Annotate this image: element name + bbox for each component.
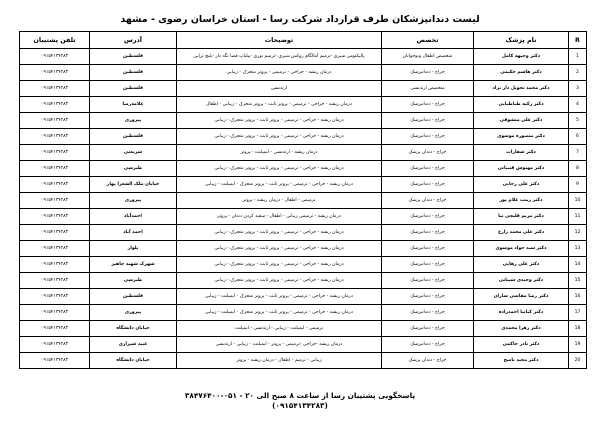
table-row <box>20 193 587 209</box>
header-doctor-name: نام پزشک <box>474 32 569 49</box>
services: درمان ریشه -جراحی -ترمیمی - پروتز - ایمپلنت - زیبایی - ارتدنسی <box>177 337 382 353</box>
row-number: 12 <box>569 225 587 241</box>
header-address: آدرس <box>90 32 177 49</box>
row-number: 10 <box>569 193 587 209</box>
specialty: جراح - دندانپزشک <box>382 113 474 129</box>
table-row <box>20 129 587 145</box>
phone: ۰۹۱۵۴۱۳۴۲۸۳ <box>20 241 90 257</box>
header-specialty: تخصص <box>382 32 474 49</box>
doctor-name: دکتر نادر حاکمی <box>474 337 569 353</box>
phone: ۰۹۱۵۴۱۳۴۲۸۳ <box>20 49 90 65</box>
specialty: متخصص ارتدنسی <box>382 81 474 97</box>
row-number: 14 <box>569 257 587 273</box>
doctor-name: دکتر مجید ناصح <box>474 353 569 369</box>
specialty: جراح - دندانپزشک <box>382 65 474 81</box>
phone: ۰۹۱۵۴۱۳۴۲۸۳ <box>20 97 90 113</box>
address: پیروزی <box>90 113 177 129</box>
address: پیروزی <box>90 193 177 209</box>
table-row <box>20 65 587 81</box>
specialty: جراح - دندانپزشک <box>382 177 474 193</box>
specialty: جراح - دندانپزشک <box>382 305 474 321</box>
doctor-name: دکتر مریم قلیچی نیا <box>474 209 569 225</box>
services: درمان ریشه - ترمیمی زیبایی - اطفال - سفید کردن دندان - پروتز <box>177 209 382 225</box>
specialty: جراح - دندانپزشک <box>382 273 474 289</box>
specialty: جراح - دندانپزشک <box>382 225 474 241</box>
doctor-name: دکتر علی رجایی <box>474 177 569 193</box>
footer-support-hours: پاسخگویی پشتیبان رسا از ساعت ۸ صبح الی ۲۰ - ۰۵۱-۳۸۴۷۶۴۰۰ <box>184 391 416 400</box>
address: خیابان دانشگاه <box>90 353 177 369</box>
address: طبرسی <box>90 273 177 289</box>
row-number: 3 <box>569 81 587 97</box>
dentist-table <box>19 31 587 369</box>
specialty: جراح - دندان پزشک <box>382 145 474 161</box>
table-row <box>20 97 587 113</box>
doctor-name: دکتر زینب غلام پور <box>474 193 569 209</box>
row-number: 9 <box>569 177 587 193</box>
address: خیابان دانشگاه <box>90 321 177 337</box>
specialty: جراح - دندانپزشک <box>382 241 474 257</box>
doctor-name: دکتر مهنوش قنبیانی <box>474 161 569 177</box>
address: فلسطین <box>90 129 177 145</box>
services: پالپکتومی شیری -ترمیم آمالگام روکش شیری -ترمیم نوری -پیلباپ فضا نگه دار -بلیچ ترابی <box>177 49 382 65</box>
table-row <box>20 241 587 257</box>
table-row <box>20 49 587 65</box>
doctor-name: دکتر علی محمد زارع <box>474 225 569 241</box>
phone: ۰۹۱۵۴۱۳۴۲۸۳ <box>20 337 90 353</box>
phone: ۰۹۱۵۴۱۳۴۲۸۳ <box>20 113 90 129</box>
table-row <box>20 177 587 193</box>
phone: ۰۹۱۵۴۱۳۴۲۸۳ <box>20 209 90 225</box>
phone: ۰۹۱۵۴۱۳۴۲۸۳ <box>20 225 90 241</box>
services: ترمیمی - ایمپلنت - زیبایی - ارتدنسی - ایمپلنت <box>177 321 382 337</box>
specialty: جراح - دندانپزشک <box>382 97 474 113</box>
address: شهرک شهید چاهیر <box>90 257 177 273</box>
phone: ۰۹۱۵۴۱۳۴۲۸۳ <box>20 257 90 273</box>
header-services: توضیحات <box>177 32 382 49</box>
phone: ۰۹۱۵۴۱۳۴۲۸۳ <box>20 289 90 305</box>
doctor-name: دکتر علی منشوقی <box>474 113 569 129</box>
services: درمان ریشه - جراحی - ترمیمی - پروتز ثابت - پروتز متحرک - ایمپلنت - زیبایی <box>177 289 382 305</box>
services: درمان ریشه - جراحی - ترمیمی - پروتز ثابت - پروتز متحرک - زیبایی <box>177 257 382 273</box>
row-number: 11 <box>569 209 587 225</box>
specialty: جراح - دندان پزشک <box>382 193 474 209</box>
phone: ۰۹۱۵۴۱۳۴۲۸۳ <box>20 81 90 97</box>
address: عبید شیرازی <box>90 337 177 353</box>
table-row <box>20 337 587 353</box>
address: علامه‌رضا <box>90 97 177 113</box>
specialty: جراح - دندانپزشک <box>382 337 474 353</box>
services: ارتدنسی <box>177 81 382 97</box>
doctor-name: دکتر وحیدی شیبانی <box>474 273 569 289</box>
specialty: جراح - دندان پزشک <box>382 353 474 369</box>
phone: ۰۹۱۵۴۱۳۴۲۸۳ <box>20 353 90 369</box>
row-number: 20 <box>569 353 587 369</box>
row-number: 17 <box>569 305 587 321</box>
table-header-row <box>20 32 587 49</box>
row-number: 6 <box>569 129 587 145</box>
row-number: 4 <box>569 97 587 113</box>
address: فلسطین <box>90 65 177 81</box>
row-number: 19 <box>569 337 587 353</box>
phone: ۰۹۱۵۴۱۳۴۲۸۳ <box>20 129 90 145</box>
address: بلوار <box>90 241 177 257</box>
doctor-name: دکتر محمد تحویل دار نژاد <box>474 81 569 97</box>
services: درمان ریشه - جراحی - ترمیمی - پروتز ثابت - پروتز متحرک - ایمپلنت - زیبایی <box>177 177 382 193</box>
doctor-name: دکتر علی رهایی <box>474 257 569 273</box>
services: درمان ریشه - جراحی - ترمیمی - پروتز متحرک - زیبایی <box>177 65 382 81</box>
specialty: جراح - دندانپزشک <box>382 209 474 225</box>
phone: ۰۹۱۵۴۱۳۴۲۸۳ <box>20 273 90 289</box>
services: درمان ریشه - جراحی - ترمیمی - پروتز ثابت - پروتز متحرک - زیبایی <box>177 241 382 257</box>
services: درمان ریشه - جراحی - ترمیمی - پروتز ثابت - پروتز متحرک - زیبایی <box>177 113 382 129</box>
table-row <box>20 161 587 177</box>
doctor-name: دکتر کیانیا احمدزاده <box>474 305 569 321</box>
phone: ۰۹۱۵۴۱۳۴۲۸۳ <box>20 65 90 81</box>
row-number: 2 <box>569 65 587 81</box>
row-number: 13 <box>569 241 587 257</box>
row-number: 16 <box>569 289 587 305</box>
table-row <box>20 257 587 273</box>
table-row <box>20 321 587 337</box>
address: طبرسی <box>90 161 177 177</box>
doctor-name: دکتر سید جواد موسوی <box>474 241 569 257</box>
doctor-name: دکتر رضا مقاسی ساران <box>474 289 569 305</box>
phone: ۰۹۱۵۴۱۳۴۲۸۳ <box>20 177 90 193</box>
header-phone: تلفن پشتیبان <box>20 32 90 49</box>
services: درمان ریشه - ارتدنسی - ایمپلنت - پروتز <box>177 145 382 161</box>
footer <box>0 391 600 411</box>
row-number: 8 <box>569 161 587 177</box>
table-row <box>20 225 587 241</box>
row-number: 18 <box>569 321 587 337</box>
phone: ۰۹۱۵۴۱۳۴۲۸۳ <box>20 161 90 177</box>
footer-support-phone: (۰۹۱۵۴۱۳۴۲۸۳) <box>272 401 328 410</box>
address: احمدآباد <box>90 209 177 225</box>
phone: ۰۹۱۵۴۱۳۴۲۸۳ <box>20 321 90 337</box>
doctor-name: دکتر شفارات <box>474 145 569 161</box>
specialty: جراح - دندانپزشک <box>382 321 474 337</box>
doctor-name: دکتر وجیهه کامل <box>474 49 569 65</box>
row-number: 15 <box>569 273 587 289</box>
row-number: 5 <box>569 113 587 129</box>
address: خیابان ملک الشعرا بهار <box>90 177 177 193</box>
table-row <box>20 305 587 321</box>
specialty: متخصص اطفال ونوجوانان <box>382 49 474 65</box>
phone: ۰۹۱۵۴۱۳۴۲۸۳ <box>20 305 90 321</box>
services: زیبایی - ترمیم - اطفال - درمان ریشه - پروتز <box>177 353 382 369</box>
table-row <box>20 273 587 289</box>
specialty: جراح - دندانپزشک <box>382 161 474 177</box>
specialty: جراح - دندانپزشک <box>382 289 474 305</box>
phone: ۰۹۱۵۴۱۳۴۲۸۳ <box>20 145 90 161</box>
address: پیروزی <box>90 305 177 321</box>
services: درمان ریشه - جراحی - ترمیمی - پروتز ثابت - پروتز متحرک - زیبایی - اطفال <box>177 97 382 113</box>
doctor-name: دکتر منصوره موسوی <box>474 129 569 145</box>
services: درمان ریشه - جراحی - ترمیمی - پروتز ثابت - پروتز متحرک - زیبایی <box>177 129 382 145</box>
address: شریعتی <box>90 145 177 161</box>
page-title: لیست دندانپزشکان طرف قرارداد شرکت رسا - استان خراسان رضوی - مشهد <box>120 14 480 25</box>
doctor-name: دکتر زکیه طباطبایی <box>474 97 569 113</box>
header-row-number: R <box>569 32 587 49</box>
address: فلسطین <box>90 49 177 65</box>
doctor-name: دکتر زهرا محمدی <box>474 321 569 337</box>
services: درمان ریشه - جراحی - ترمیمی - پروتز ثابت - پروتز متحرک - زیبایی <box>177 161 382 177</box>
services: درمان ریشه - جراحی - ترمیمی - پروتز ثابت - پروتز متحرک - ایمپلنت - زیبایی <box>177 305 382 321</box>
specialty: جراح - دندانپزشک <box>382 257 474 273</box>
services: درمان ریشه - جراحی - ترمیمی - پروتز ثابت - پروتز متحرک - زیبایی <box>177 225 382 241</box>
row-number: 1 <box>569 49 587 65</box>
table-row <box>20 113 587 129</box>
address: احمد آباد <box>90 225 177 241</box>
services: ترمیمی - اطفال - درمان ریشه - پروتز <box>177 193 382 209</box>
specialty: جراح - دندانپزشک <box>382 129 474 145</box>
row-number: 7 <box>569 145 587 161</box>
address: فلسطین <box>90 81 177 97</box>
table-row <box>20 145 587 161</box>
table-row <box>20 81 587 97</box>
table-row <box>20 209 587 225</box>
address: فلسطین <box>90 289 177 305</box>
table-row <box>20 353 587 369</box>
services: درمان ریشه - جراحی - ترمیمی - پروتز ثابت - پروتز متحرک - زیبایی <box>177 273 382 289</box>
doctor-name: دکتر هاشم حکیمی <box>474 65 569 81</box>
phone: ۰۹۱۵۴۱۳۴۲۸۳ <box>20 193 90 209</box>
table-row <box>20 289 587 305</box>
